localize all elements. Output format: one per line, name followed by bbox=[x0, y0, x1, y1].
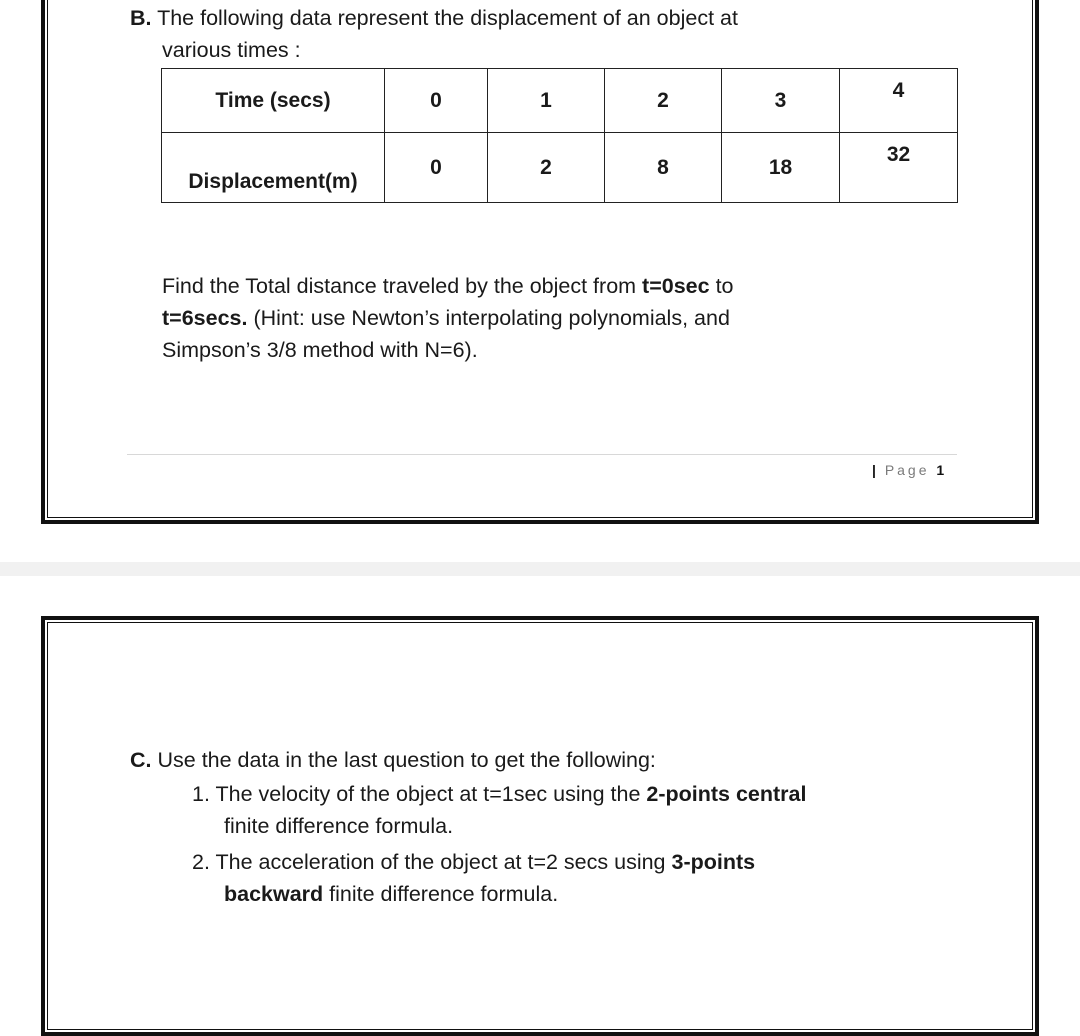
list-item-continuation: finite difference formula. bbox=[224, 814, 454, 838]
table-cell: 3 bbox=[722, 69, 840, 133]
table-cell: 0 bbox=[385, 69, 488, 133]
question-b-label: B. bbox=[130, 6, 152, 30]
footer-divider bbox=[127, 454, 957, 455]
displacement-table bbox=[161, 68, 958, 203]
table-header-displacement: Displacement(m) bbox=[162, 133, 385, 203]
list-item-continuation: backward finite difference formula. bbox=[224, 882, 559, 906]
table-row-displacement bbox=[162, 133, 958, 203]
table-cell: 1 bbox=[488, 69, 605, 133]
table-cell: 18 bbox=[722, 133, 840, 203]
table-cell: 2 bbox=[488, 133, 605, 203]
question-b-intro-line-2: various times : bbox=[162, 38, 301, 62]
document-page-1 bbox=[41, 0, 1039, 524]
list-item: 2. The acceleration of the object at t=2 secs using 3-points bbox=[192, 850, 756, 874]
table-cell: 32 bbox=[840, 133, 958, 203]
table-cell: 8 bbox=[605, 133, 722, 203]
question-b-task-line-2: t=6secs. (Hint: use Newton’s interpolating polynomials, and bbox=[162, 306, 730, 330]
question-b-intro-line-1: B. The following data represent the displacement of an object at bbox=[130, 6, 738, 30]
question-b-task-line-3: Simpson’s 3/8 method with N=6). bbox=[162, 338, 478, 362]
page-gap bbox=[0, 562, 1080, 576]
list-item: 1. The velocity of the object at t=1sec using the 2-points central bbox=[192, 782, 807, 806]
table-row-time bbox=[162, 69, 958, 133]
question-b-task-line-1: Find the Total distance traveled by the object from t=0sec to bbox=[162, 274, 734, 298]
table-cell: 2 bbox=[605, 69, 722, 133]
document-page-2 bbox=[41, 616, 1039, 1036]
question-c-label: C. bbox=[130, 748, 152, 772]
table-header-time: Time (secs) bbox=[162, 69, 385, 133]
question-c-intro: C. Use the data in the last question to get the following: bbox=[130, 748, 656, 772]
table-cell: 0 bbox=[385, 133, 488, 203]
table-cell: 4 bbox=[840, 69, 958, 133]
page-number: | Page 1 bbox=[872, 462, 948, 478]
